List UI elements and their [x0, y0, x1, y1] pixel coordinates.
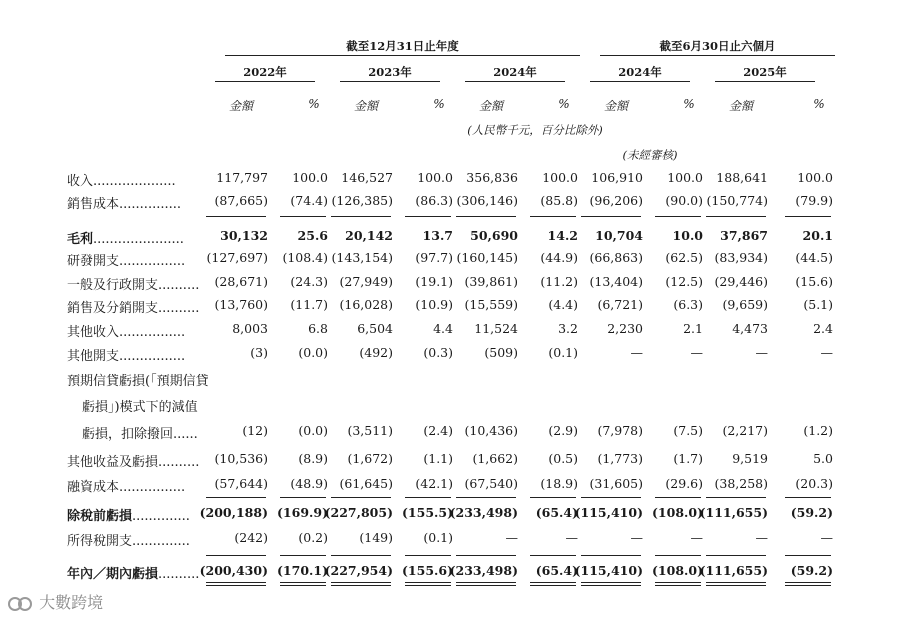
amount-cell: (1,773)	[597, 451, 643, 466]
subtotal-rule	[280, 555, 326, 556]
percent-cell: (85.8)	[540, 193, 578, 208]
percent-cell: (24.3)	[290, 274, 328, 289]
row-label	[67, 228, 184, 247]
total-double-rule	[581, 582, 641, 586]
amount-cell: (10,436)	[464, 423, 518, 438]
watermark	[8, 590, 103, 613]
row-label-text: 毛利	[67, 232, 94, 247]
amount-cell: (306,146)	[456, 193, 518, 208]
percent-cell: 5.0	[813, 451, 833, 466]
percent-subheader: %	[558, 97, 570, 111]
amount-cell: 188,641	[716, 170, 768, 185]
unaudited-note: (未經審核)	[622, 148, 678, 162]
percent-cell: 25.6	[297, 228, 328, 243]
row-label-text: 銷售及分銷開支	[67, 301, 159, 316]
percent-cell: (1.2)	[803, 423, 833, 438]
percent-cell: (18.9)	[540, 476, 578, 491]
year-header-rule	[465, 81, 565, 82]
percent-cell: 2.1	[683, 321, 703, 336]
percent-cell: (97.7)	[415, 250, 453, 265]
row-label-text: 除稅前虧損	[67, 509, 133, 524]
total-double-rule	[706, 582, 766, 586]
row-label-text: 其他開支	[67, 349, 120, 364]
percent-subheader: %	[683, 97, 695, 111]
subtotal-rule	[405, 555, 451, 556]
subtotal-rule	[706, 216, 766, 217]
unit-note: (人民幣千元，百分比除外)	[467, 123, 603, 137]
subtotal-rule	[456, 216, 516, 217]
amount-cell: —	[505, 530, 518, 545]
row-label-text: 一般及行政開支	[67, 278, 159, 293]
year-header-rule	[590, 81, 690, 82]
watermark-text: 大數跨境	[39, 593, 104, 612]
amount-cell: (6,721)	[597, 297, 643, 312]
subtotal-rule	[206, 497, 266, 498]
total-double-rule	[456, 582, 516, 586]
subtotal-rule	[405, 497, 451, 498]
percent-cell: (20.3)	[795, 476, 833, 491]
amount-cell: 6,504	[357, 321, 393, 336]
percent-cell: 100.0	[797, 170, 833, 185]
row-label-leader: ....................	[93, 174, 176, 189]
amount-cell: (31,605)	[589, 476, 643, 491]
amount-cell: (7,978)	[597, 423, 643, 438]
subtotal-rule	[581, 555, 641, 556]
amount-cell: (39,861)	[464, 274, 518, 289]
percent-subheader: %	[308, 97, 320, 111]
amount-cell: (38,258)	[714, 476, 768, 491]
percent-cell: (48.9)	[290, 476, 328, 491]
amount-cell: 4,473	[732, 321, 768, 336]
row-label	[67, 370, 209, 389]
subtotal-rule	[706, 497, 766, 498]
percent-cell: (44.9)	[540, 250, 578, 265]
percent-cell: (1.1)	[423, 451, 453, 466]
amount-cell: (242)	[234, 530, 268, 545]
row-label	[82, 423, 198, 442]
percent-cell: (2.9)	[548, 423, 578, 438]
subtotal-rule	[530, 216, 576, 217]
amount-cell: (27,949)	[339, 274, 393, 289]
amount-cell: (233,498)	[449, 505, 518, 520]
total-double-rule	[405, 582, 451, 586]
watermark-logo-icon	[8, 595, 34, 613]
percent-cell: (0.5)	[548, 451, 578, 466]
row-label-text: 預期信貸虧損(「預期信貸	[67, 374, 209, 389]
subtotal-rule	[706, 555, 766, 556]
percent-cell: 2.4	[813, 321, 833, 336]
amount-cell: —	[755, 530, 768, 545]
amount-cell: 8,003	[232, 321, 268, 336]
subtotal-rule	[530, 555, 576, 556]
amount-cell: (16,028)	[339, 297, 393, 312]
percent-cell: (2.4)	[423, 423, 453, 438]
row-label	[67, 505, 190, 524]
amount-cell: (143,154)	[331, 250, 393, 265]
subtotal-rule	[405, 216, 451, 217]
row-label-leader: ................	[119, 349, 186, 364]
percent-cell: (7.5)	[673, 423, 703, 438]
percent-cell: (11.7)	[290, 297, 328, 312]
amount-cell: (227,805)	[324, 505, 393, 520]
amount-cell: (13,404)	[589, 274, 643, 289]
amount-cell: 10,704	[595, 228, 643, 243]
row-label-text: 收入	[67, 174, 94, 189]
percent-cell: (0.0)	[298, 345, 328, 360]
year-header-rule	[340, 81, 440, 82]
amount-cell: (67,540)	[464, 476, 518, 491]
percent-cell: (86.3)	[415, 193, 453, 208]
amount-cell: (1,662)	[472, 451, 518, 466]
subtotal-rule	[331, 555, 391, 556]
percent-cell: 3.2	[558, 321, 578, 336]
percent-cell: 20.1	[802, 228, 833, 243]
subtotal-rule	[456, 497, 516, 498]
row-label	[67, 345, 185, 364]
amount-cell: (15,559)	[464, 297, 518, 312]
amount-cell: 30,132	[220, 228, 268, 243]
percent-subheader: %	[433, 97, 445, 111]
amount-cell: —	[630, 345, 643, 360]
percent-cell: 100.0	[542, 170, 578, 185]
amount-cell: (13,760)	[214, 297, 268, 312]
percent-cell: —	[820, 530, 833, 545]
amount-cell: 146,527	[341, 170, 393, 185]
percent-cell: (108.0)	[652, 563, 703, 578]
percent-cell: 6.8	[308, 321, 328, 336]
amount-cell: 20,142	[345, 228, 393, 243]
row-label	[67, 321, 185, 340]
amount-cell: (200,188)	[199, 505, 268, 520]
amount-cell: —	[630, 530, 643, 545]
percent-cell: 100.0	[292, 170, 328, 185]
row-label	[67, 170, 176, 189]
row-label-leader: ..........	[158, 567, 200, 582]
percent-cell: —	[565, 530, 578, 545]
subtotal-rule	[331, 497, 391, 498]
percent-cell: 13.7	[422, 228, 453, 243]
header-group-fiscal-year: 截至12月31日止年度	[346, 39, 459, 53]
row-label-leader: ......................	[93, 232, 184, 247]
total-double-rule	[331, 582, 391, 586]
year-header: 2022年	[243, 65, 287, 79]
percent-cell: (42.1)	[415, 476, 453, 491]
percent-cell: (1.7)	[673, 451, 703, 466]
subtotal-rule	[280, 497, 326, 498]
amount-cell: (1,672)	[347, 451, 393, 466]
percent-cell: (155.6)	[402, 563, 453, 578]
row-label	[67, 250, 185, 269]
total-double-rule	[530, 582, 576, 586]
amount-cell: (29,446)	[714, 274, 768, 289]
amount-cell: (57,644)	[214, 476, 268, 491]
amount-cell: (3)	[250, 345, 268, 360]
percent-cell: (74.4)	[290, 193, 328, 208]
amount-cell: (149)	[359, 530, 393, 545]
amount-cell: (96,206)	[589, 193, 643, 208]
percent-cell: (108.4)	[282, 250, 328, 265]
amount-cell: (28,671)	[214, 274, 268, 289]
amount-cell: (200,430)	[199, 563, 268, 578]
row-label-leader: ..........	[158, 455, 200, 470]
percent-cell: (29.6)	[665, 476, 703, 491]
amount-cell: (111,655)	[699, 505, 768, 520]
subtotal-rule	[581, 216, 641, 217]
amount-cell: 37,867	[720, 228, 768, 243]
percent-cell: 100.0	[417, 170, 453, 185]
percent-cell: 14.2	[547, 228, 578, 243]
row-label	[67, 451, 199, 470]
percent-cell: (11.2)	[540, 274, 578, 289]
subtotal-rule	[206, 216, 266, 217]
percent-cell: 100.0	[667, 170, 703, 185]
amount-cell: 356,836	[466, 170, 518, 185]
amount-cell: 11,524	[474, 321, 518, 336]
percent-cell: (59.2)	[790, 505, 833, 520]
subtotal-rule	[785, 216, 831, 217]
amount-cell: (66,863)	[589, 250, 643, 265]
row-label-text: 銷售成本	[67, 197, 120, 212]
percent-cell: (19.1)	[415, 274, 453, 289]
percent-cell: (62.5)	[665, 250, 703, 265]
year-header: 2024年	[618, 65, 662, 79]
percent-cell: (90.0)	[665, 193, 703, 208]
percent-cell: (170.1)	[277, 563, 328, 578]
percent-cell: (6.3)	[673, 297, 703, 312]
percent-cell: (0.1)	[548, 345, 578, 360]
subtotal-rule	[655, 497, 701, 498]
year-header-rule	[215, 81, 315, 82]
amount-cell: (127,697)	[206, 250, 268, 265]
percent-cell: (108.0)	[652, 505, 703, 520]
percent-cell: (155.5)	[402, 505, 453, 520]
amount-subheader: 金額	[728, 99, 753, 113]
subtotal-rule	[581, 497, 641, 498]
row-label-leader: ..............	[132, 534, 190, 549]
row-label-text: 融資成本	[67, 480, 120, 495]
amount-cell: 9,519	[732, 451, 768, 466]
percent-cell: (0.0)	[298, 423, 328, 438]
subtotal-rule	[456, 555, 516, 556]
amount-subheader: 金額	[228, 99, 253, 113]
percent-cell: 10.0	[672, 228, 703, 243]
percent-cell: —	[690, 345, 703, 360]
amount-cell: —	[755, 345, 768, 360]
row-label-leader: ......	[173, 427, 198, 442]
amount-cell: (10,536)	[214, 451, 268, 466]
amount-cell: (3,511)	[347, 423, 393, 438]
row-label-text: 其他收益及虧損	[67, 455, 159, 470]
amount-cell: (12)	[242, 423, 268, 438]
year-header: 2023年	[368, 65, 412, 79]
row-label-leader: ..........	[158, 301, 200, 316]
row-label-leader: ..........	[158, 278, 200, 293]
amount-cell: (492)	[359, 345, 393, 360]
amount-cell: (2,217)	[722, 423, 768, 438]
year-header: 2025年	[743, 65, 787, 79]
subtotal-rule	[280, 216, 326, 217]
subtotal-rule	[331, 216, 391, 217]
header-group-fiscal-year-rule	[225, 55, 580, 56]
amount-cell: 106,910	[591, 170, 643, 185]
row-label-text: 虧損，扣除撥回	[82, 427, 174, 442]
row-label	[82, 396, 198, 415]
total-double-rule	[655, 582, 701, 586]
subtotal-rule	[655, 555, 701, 556]
total-double-rule	[280, 582, 326, 586]
amount-cell: (87,665)	[214, 193, 268, 208]
subtotal-rule	[530, 497, 576, 498]
percent-cell: 4.4	[433, 321, 453, 336]
amount-cell: (150,774)	[706, 193, 768, 208]
row-label	[67, 297, 199, 316]
percent-subheader: %	[813, 97, 825, 111]
header-group-six-months-rule	[600, 55, 835, 56]
amount-subheader: 金額	[478, 99, 503, 113]
amount-cell: (83,934)	[714, 250, 768, 265]
percent-cell: (79.9)	[795, 193, 833, 208]
amount-cell: (227,954)	[324, 563, 393, 578]
percent-cell: (59.2)	[790, 563, 833, 578]
year-header: 2024年	[493, 65, 537, 79]
subtotal-rule	[785, 497, 831, 498]
amount-cell: (126,385)	[331, 193, 393, 208]
row-label-text: 年內／期內虧損	[67, 567, 159, 582]
amount-cell: (115,410)	[574, 505, 643, 520]
row-label	[67, 274, 199, 293]
amount-cell: (115,410)	[574, 563, 643, 578]
amount-cell: 117,797	[216, 170, 268, 185]
subtotal-rule	[785, 555, 831, 556]
row-label-leader: ................	[119, 480, 186, 495]
row-label-leader: ................	[119, 254, 186, 269]
percent-cell: (0.1)	[423, 530, 453, 545]
percent-cell: (10.9)	[415, 297, 453, 312]
row-label	[67, 193, 181, 212]
amount-subheader: 金額	[353, 99, 378, 113]
row-label-text: 其他收入	[67, 325, 120, 340]
amount-cell: 50,690	[470, 228, 518, 243]
percent-cell: (15.6)	[795, 274, 833, 289]
total-double-rule	[206, 582, 266, 586]
year-header-rule	[715, 81, 815, 82]
amount-subheader: 金額	[603, 99, 628, 113]
row-label-text: 虧損」)模式下的減值	[82, 400, 198, 415]
percent-cell: (65.4)	[535, 505, 578, 520]
amount-cell: (111,655)	[699, 563, 768, 578]
amount-cell: 2,230	[607, 321, 643, 336]
percent-cell: —	[820, 345, 833, 360]
row-label-leader: ...............	[119, 197, 182, 212]
percent-cell: (12.5)	[665, 274, 703, 289]
total-double-rule	[785, 582, 831, 586]
subtotal-rule	[655, 216, 701, 217]
row-label-text: 所得稅開支	[67, 534, 133, 549]
header-group-six-months: 截至6月30日止六個月	[659, 39, 776, 53]
amount-cell: (509)	[484, 345, 518, 360]
percent-cell: (0.3)	[423, 345, 453, 360]
row-label	[67, 563, 199, 582]
row-label-leader: ..............	[132, 509, 190, 524]
row-label-text: 研發開支	[67, 254, 120, 269]
subtotal-rule	[206, 555, 266, 556]
percent-cell: (8.9)	[298, 451, 328, 466]
percent-cell: (169.9)	[277, 505, 328, 520]
percent-cell: (65.4)	[535, 563, 578, 578]
row-label	[67, 476, 185, 495]
row-label-leader: ................	[119, 325, 186, 340]
percent-cell: (0.2)	[298, 530, 328, 545]
percent-cell: (5.1)	[803, 297, 833, 312]
amount-cell: (9,659)	[722, 297, 768, 312]
percent-cell: (4.4)	[548, 297, 578, 312]
amount-cell: (160,145)	[456, 250, 518, 265]
amount-cell: (61,645)	[339, 476, 393, 491]
amount-cell: (233,498)	[449, 563, 518, 578]
row-label	[67, 530, 190, 549]
percent-cell: (44.5)	[795, 250, 833, 265]
percent-cell: —	[690, 530, 703, 545]
